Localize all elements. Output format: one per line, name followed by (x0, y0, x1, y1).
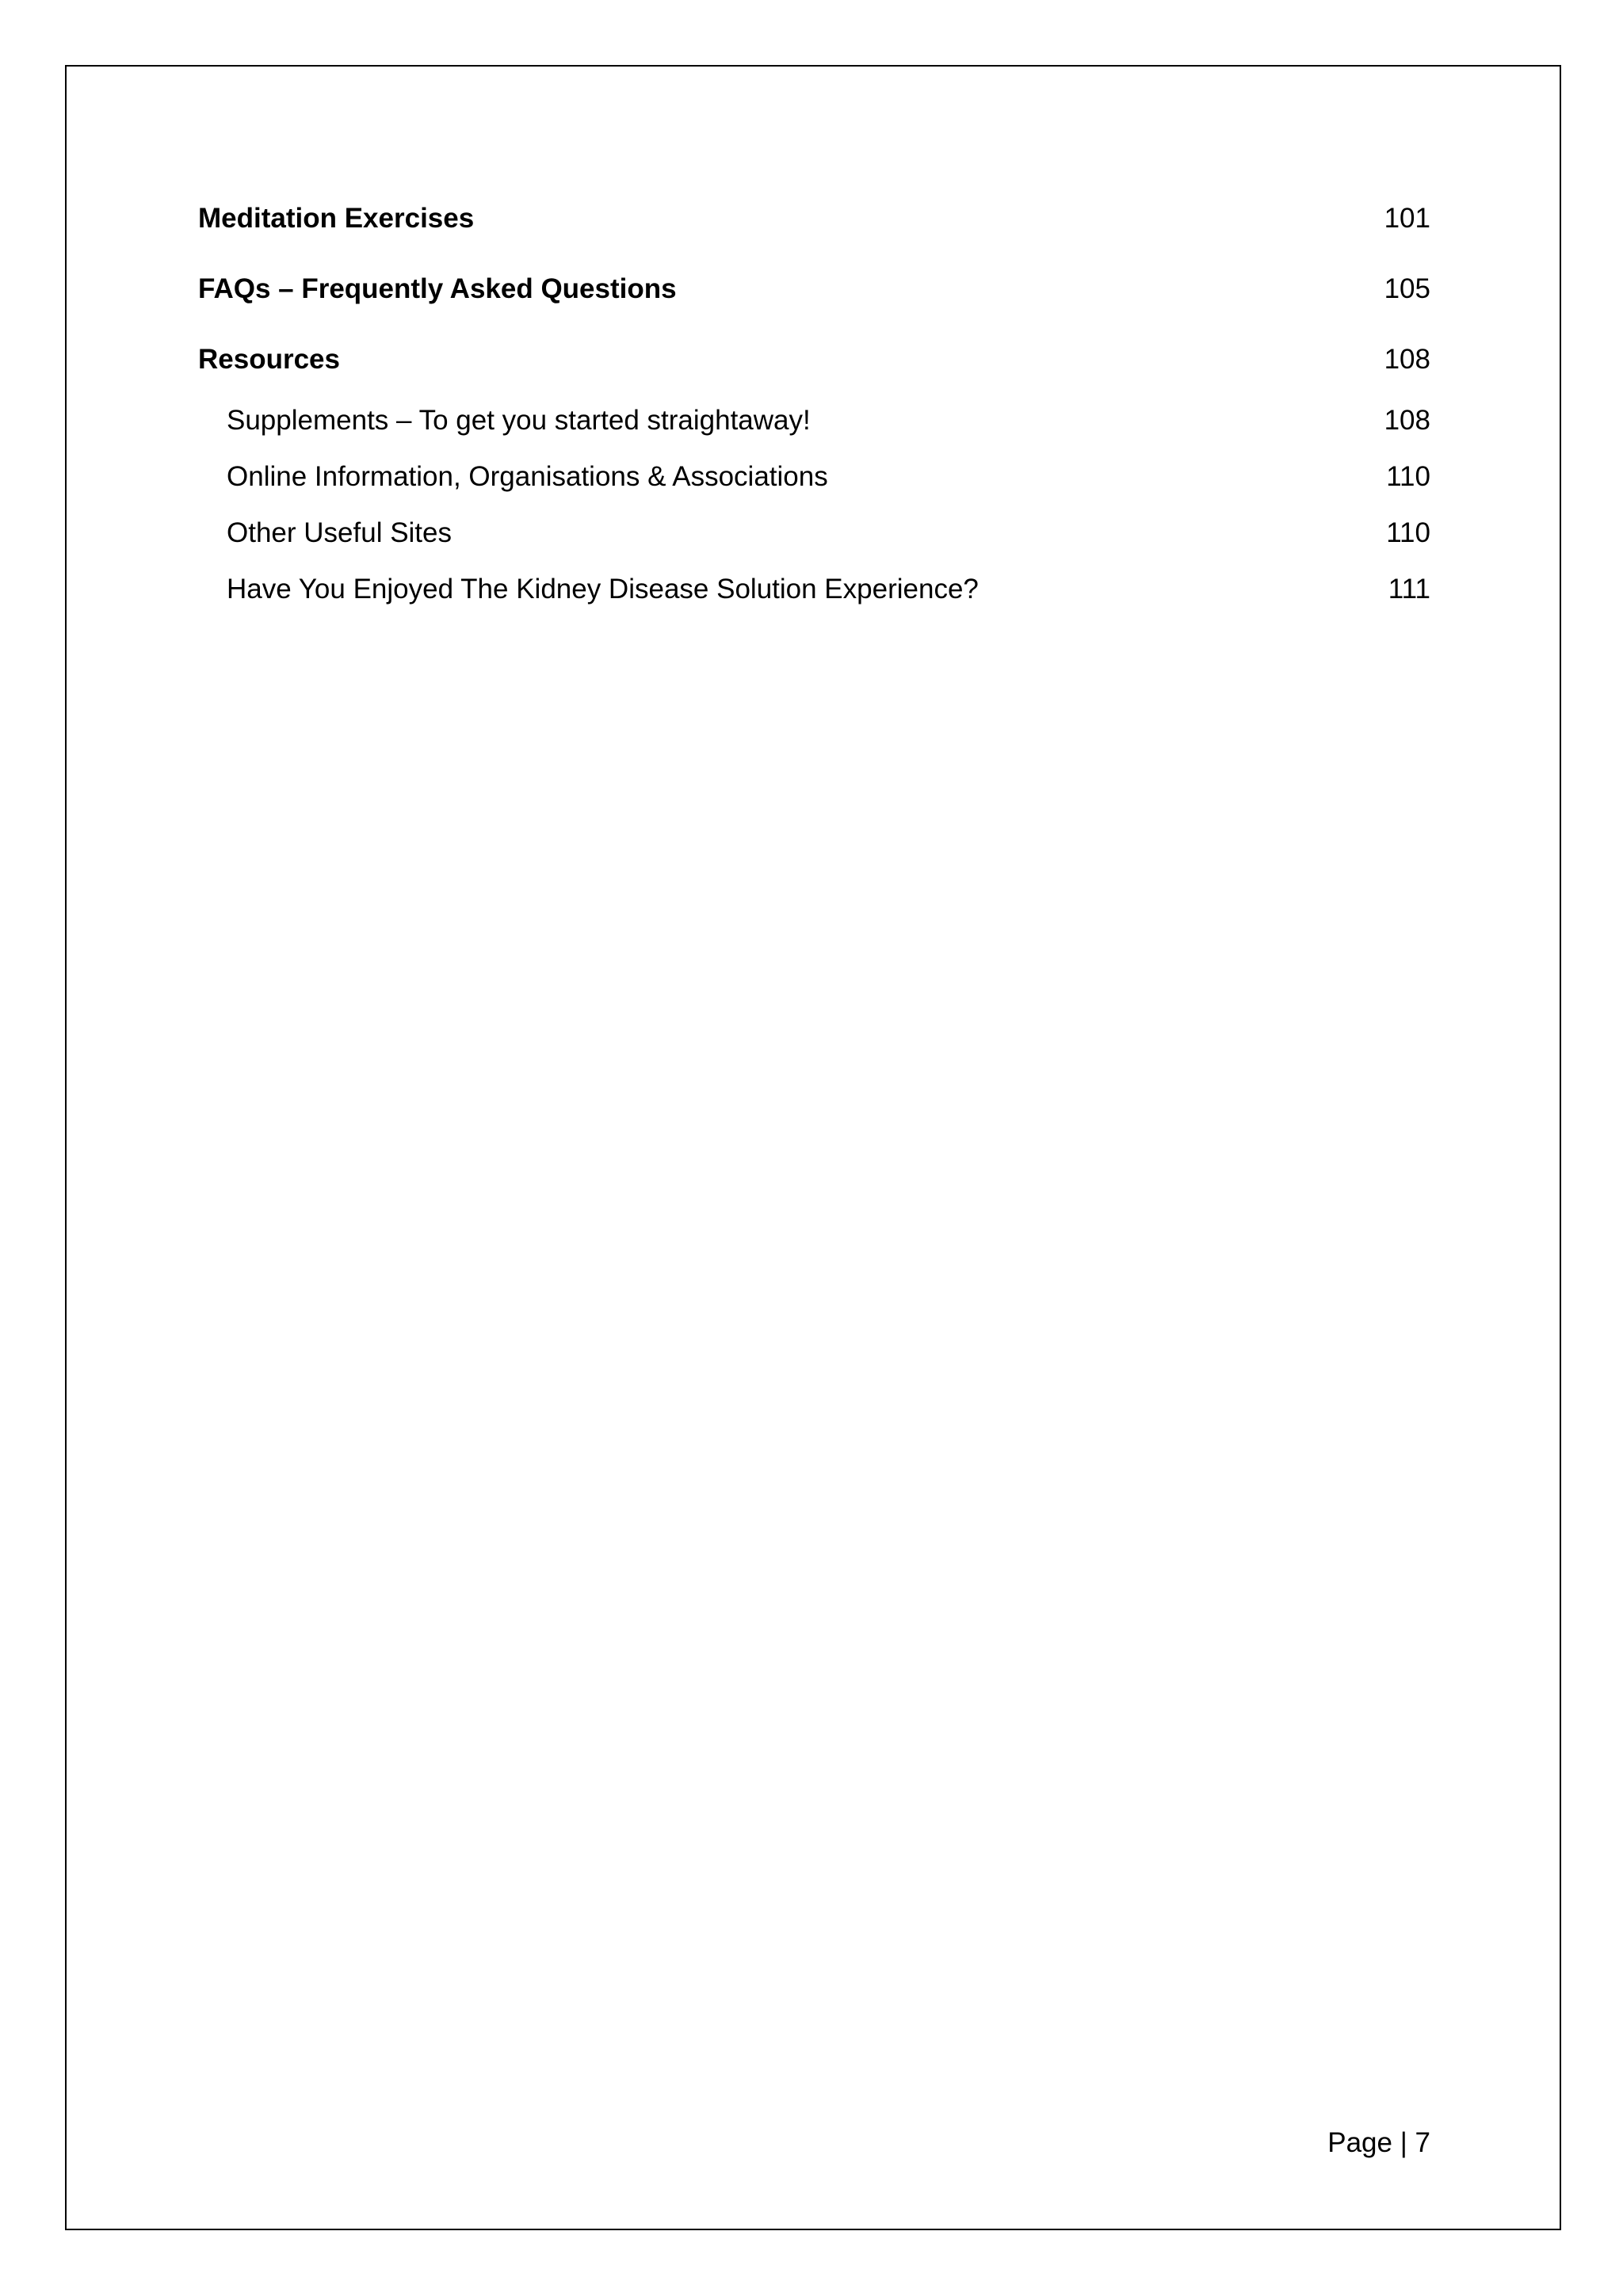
toc-entry-page: 101 (1384, 203, 1430, 234)
toc-entry-title: Meditation Exercises (198, 203, 475, 234)
toc-entry-page: 108 (1384, 405, 1430, 436)
toc-entry-other-useful-sites[interactable] (198, 509, 1430, 558)
toc-entry-have-you-enjoyed[interactable] (198, 565, 1430, 614)
toc-entry-title: Other Useful Sites (227, 517, 452, 548)
toc-entry-supplements[interactable] (198, 396, 1430, 445)
toc-entry-page: 110 (1386, 461, 1430, 492)
toc-entry-page: 110 (1386, 517, 1430, 548)
toc-entry-resources[interactable] (198, 335, 1430, 384)
toc-entry-title: FAQs – Frequently Asked Questions (198, 273, 677, 304)
toc-entry-faqs[interactable] (198, 265, 1430, 314)
toc-entry-page: 105 (1384, 273, 1430, 304)
toc-entry-page: 108 (1384, 344, 1430, 375)
toc-entry-page: 111 (1388, 574, 1430, 605)
toc-entry-online-information[interactable] (198, 452, 1430, 502)
toc-entry-meditation-exercises[interactable] (198, 194, 1430, 243)
toc-entry-title: Have You Enjoyed The Kidney Disease Solution Experience? (227, 574, 979, 605)
toc-entry-title: Supplements – To get you started straightaway! (227, 405, 811, 436)
table-of-contents (198, 194, 1430, 621)
toc-entry-title: Online Information, Organisations & Associations (227, 461, 828, 492)
page-number-footer: Page | 7 (1327, 2127, 1430, 2158)
toc-entry-title: Resources (198, 344, 340, 375)
